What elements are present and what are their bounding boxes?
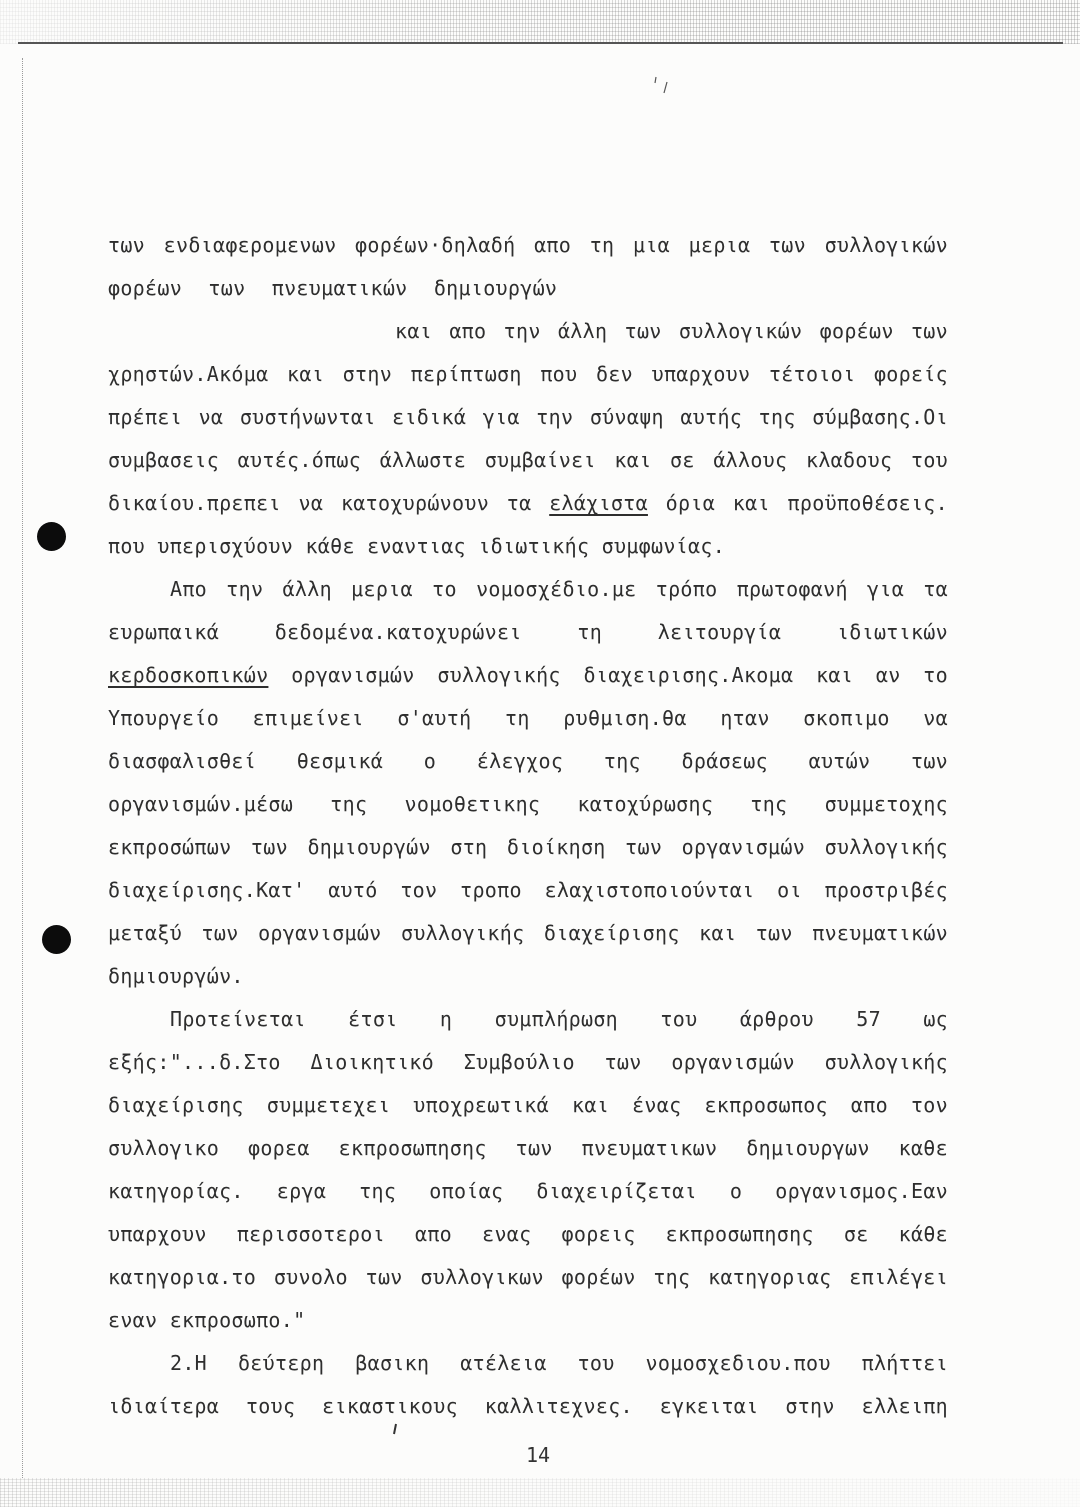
text-line: πρέπει να συστήνωνται ειδικά για την σύναψη αυτής της σύμβασης.Οι [108, 405, 948, 429]
underlined-word: ελάχιστα [549, 491, 648, 515]
text-segment: όρια και προϋποθέσεις. [647, 491, 948, 515]
text-segment: δικαίου.πρεπει να κατοχυρώνουν τα [108, 491, 550, 515]
paragraph-start-line: Προτείνεται έτσι η συμπλήρωση του άρθρου 57 ως [170, 1007, 948, 1031]
text-line: διασφαλισθεί θεσμικά ο έλεγχος της δράσεως αυτών των [108, 749, 948, 773]
text-line: μεταξύ των οργανισμών συλλογικής διαχείρισης και των πνευματικών [108, 921, 948, 945]
text-line: των ενδιαφερομενων φορέων·δηλαδή απο τη μια μερια των συλλογικών [108, 233, 948, 257]
text-line: διαχείρισης.Κατ' αυτό τον τροπο ελαχιστοποιούνται οι προστριβές [108, 878, 948, 902]
text-line: διαχείρισης συμμετεχει υποχρεωτικά και ένας εκπροσωπος απο τον [108, 1093, 948, 1117]
paragraph-start-line: 2.Η δεύτερη βασικη ατέλεια του νομοσχεδιου.που πλήττει [170, 1351, 948, 1375]
text-line: κατηγορίας. εργα της οποίας διαχειρίζεται ο οργανισμος.Εαν [108, 1179, 948, 1203]
text-line: κατηγορια.το συνολο των συλλογικων φορέων της κατηγοριας επιλέγει [108, 1265, 948, 1289]
text-line: ευρωπαικά δεδομένα.κατοχυρώνει τη λειτουργία ιδιωτικών [108, 620, 948, 644]
pen-mark [652, 74, 672, 96]
text-line: χρηστών.Ακόμα και στην περίπτωση που δεν υπαρχουν τέτοιοι φορείς [108, 362, 948, 386]
scan-edge-left [22, 58, 23, 1478]
paragraph-start-line: Απο την άλλη μερια το νομοσχέδιο.με τρόπο πρωτοφανή για τα [170, 577, 948, 601]
text-line: εναν εκπροσωπο." [108, 1308, 306, 1332]
text-line: εξής:"...δ.Στο Διοικητικό Συμβούλιο των οργανισμών συλλογικής [108, 1050, 948, 1074]
text-line: συμβασεις αυτές.όπως άλλωστε συμβαίνει και σε άλλους κλαδους του [108, 448, 948, 472]
text-line: Υπουργείο επιμείνει σ'αυτή τη ρυθμιση.θα ηταν σκοπιμο να [108, 706, 948, 730]
text-line: που υπερισχύουν κάθε εναντιας ιδιωτικής συμφωνίας. [108, 534, 726, 558]
scan-noise-bottom [0, 1478, 1080, 1507]
text-line: δημιουργών. [108, 964, 244, 988]
scan-noise-top [0, 0, 1080, 44]
scan-edge-top [18, 42, 1063, 44]
text-line [108, 654, 948, 697]
text-segment: οργανισμών συλλογικής διαχειρισης.Ακομα και αν το [268, 663, 948, 687]
hole-punch [42, 925, 71, 954]
text-line: συλλογικο φορεα εκπροσωπησης των πνευματικων δημιουργων καθε [108, 1136, 948, 1160]
text-line: εκπροσώπων των δημιουργών στη διοίκηση των οργανισμών συλλογικής [108, 835, 948, 859]
text-line: οργανισμών.μέσω της νομοθετικης κατοχύρωσης της συμμετοχης [108, 792, 948, 816]
hole-punch [37, 522, 66, 551]
text-line: ιδιαίτερα τους εικαστικους καλλιτεχνες. εγκειται στην ελλειπη [108, 1394, 948, 1418]
text-line: υπαρχουν περισσοτεροι απο ενας φορεις εκπροσωπησης σε κάθε [108, 1222, 948, 1246]
page-number: 14 [525, 1443, 551, 1467]
text-line [108, 482, 948, 525]
text-line: και απο την άλλη των συλλογικών φορέων των [395, 319, 948, 343]
underlined-word: κερδοσκοπικών [108, 663, 269, 687]
text-line: φορέων των πνευματικών δημιουργών [108, 276, 558, 300]
body-text [108, 224, 948, 1428]
